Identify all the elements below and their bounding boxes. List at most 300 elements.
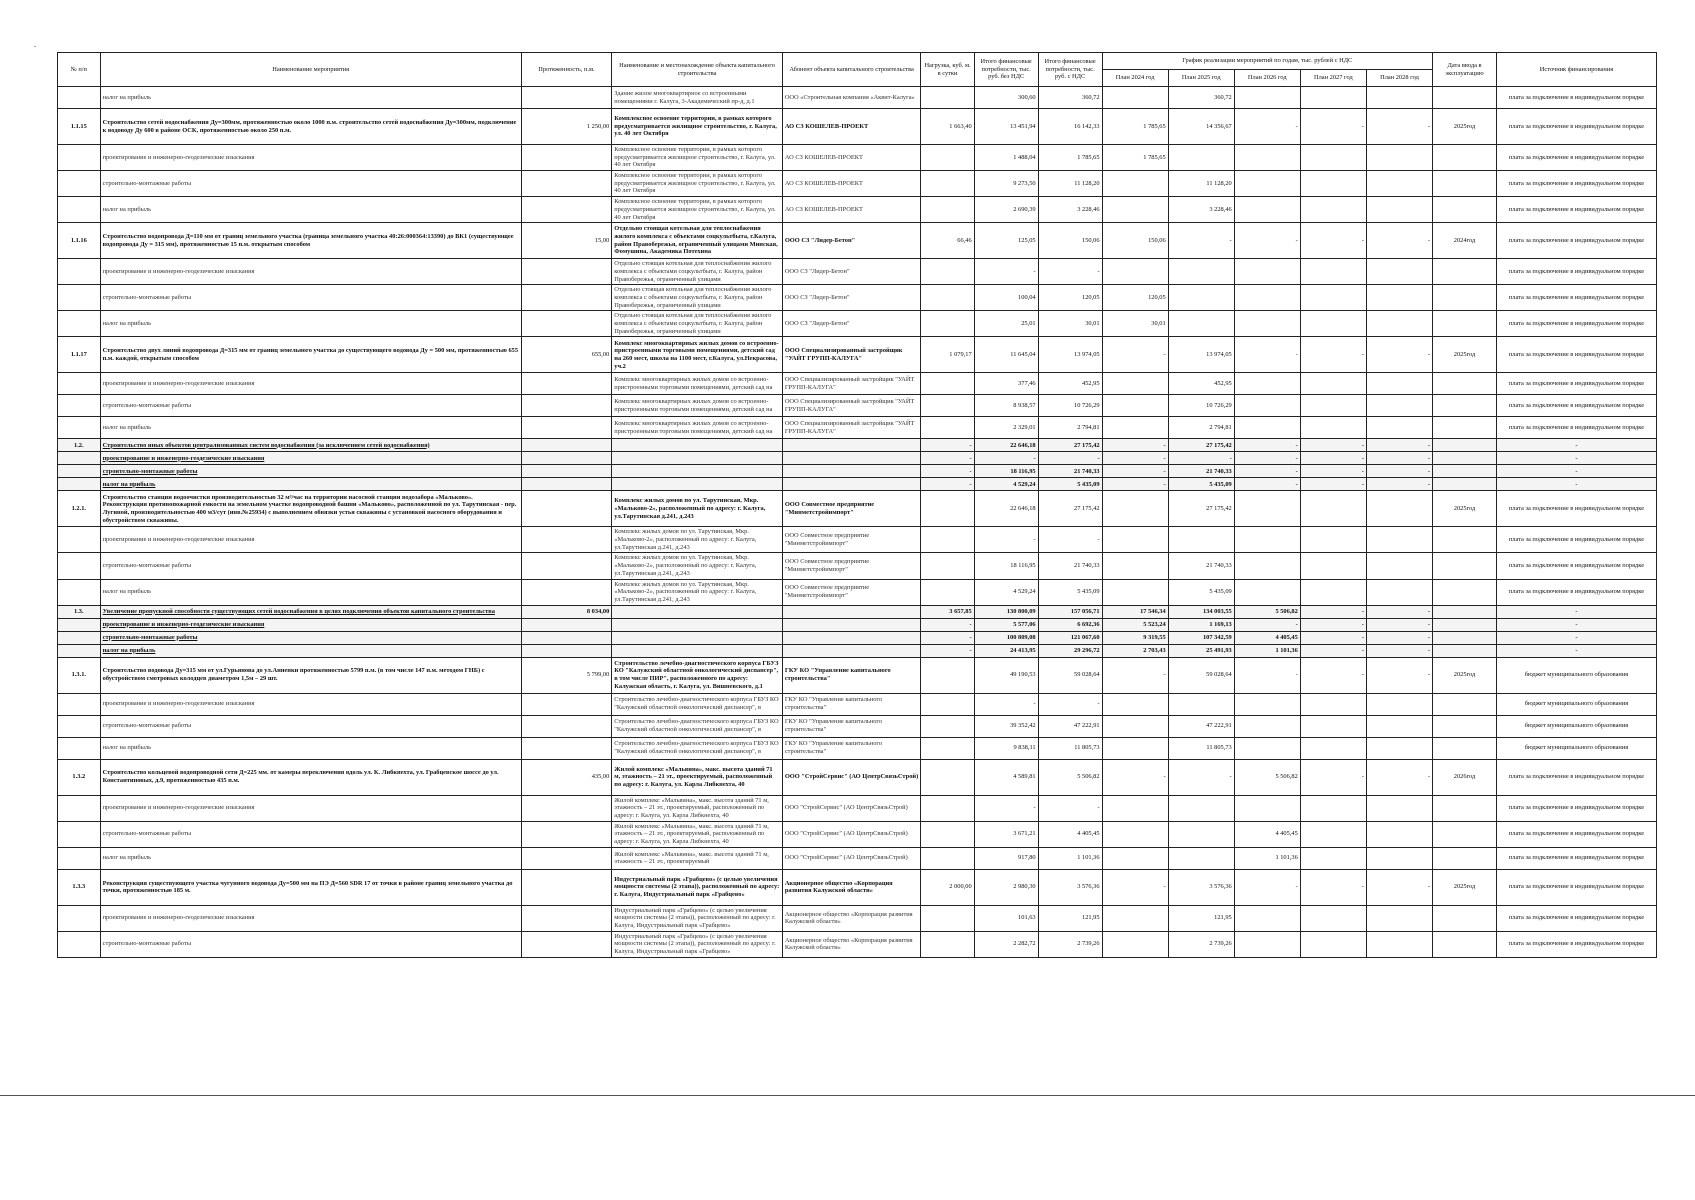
- measure-name: проектирование и инженерно-геодезические изыскания: [100, 795, 521, 821]
- measure-name: Строительство станции водоочистки производительностью 32 м³/час на территории насосной станции водозабора «Мальково». Реконструкция противопожарной емкости на земельном участке водопроводной башни «Мальково», расположенной по ул. Тарутинская - пер. Лугиной, производительностью 400 м3/сут (инв.№25934) с выполнением обвязки устья скважины с установкой насосного оборудования и обустройством скважины.: [100, 491, 521, 527]
- total-no-vat-cell: 18 116,95: [974, 553, 1038, 579]
- table-row: [58, 452, 1657, 465]
- row-number: [58, 395, 101, 417]
- plan-2025-cell: 360,72: [1168, 87, 1234, 109]
- plan-2024-cell: 1 785,65: [1102, 145, 1168, 171]
- plan-2025-cell: 3 576,36: [1168, 869, 1234, 905]
- total-no-vat-cell: 22 646,18: [974, 491, 1038, 527]
- total-no-vat-cell: 22 646,18: [974, 439, 1038, 452]
- total-no-vat-cell: 13 451,94: [974, 109, 1038, 145]
- row-number: 1.2.1.: [58, 491, 101, 527]
- object-cell: [612, 631, 783, 644]
- subscriber-cell: АО СЗ КОШЕЛЕВ-ПРОЕКТ: [782, 109, 921, 145]
- table-header: [58, 53, 1657, 87]
- table-row: [58, 847, 1657, 869]
- row-number: 1.1.16: [58, 223, 101, 259]
- measure-name: проектирование и инженерно-геодезические изыскания: [100, 259, 521, 285]
- object-cell: Индустриальный парк «Грабцево» (с целью увеличения мощности системы (2 этапа)), расположенный по адресу: г. Калуга, Индустриальный парк «Грабцево»: [612, 869, 783, 905]
- load-cell: [921, 821, 974, 847]
- total-no-vat-cell: 5 577,06: [974, 618, 1038, 631]
- plan-2028-cell: -: [1366, 631, 1432, 644]
- total-no-vat-cell: -: [974, 527, 1038, 553]
- plan-2024-cell: [1102, 821, 1168, 847]
- subscriber-cell: ООО "СтройСервис" (АО ЦентрСвязьСтрой): [782, 847, 921, 869]
- total-vat-cell: 121 067,60: [1038, 631, 1102, 644]
- object-cell: Комплексное освоение территории, в рамках которого предусматривается жилищное строительство, г. Калуга, ул. 40 лет Октября: [612, 145, 783, 171]
- load-cell: -: [921, 618, 974, 631]
- plan-2027-cell: [1300, 197, 1366, 223]
- plan-2026-cell: -: [1234, 618, 1300, 631]
- measure-name: налог на прибыль: [100, 737, 521, 759]
- object-cell: Индустриальный парк «Грабцево» (с целью увеличения мощности системы (2 этапа)), расположенный по адресу: г. Калуга, Индустриальный парк «Грабцево»: [612, 931, 783, 957]
- measure-name: проектирование и инженерно-геодезические изыскания: [100, 145, 521, 171]
- total-no-vat-cell: 1 488,04: [974, 145, 1038, 171]
- length-cell: [521, 171, 612, 197]
- plan-2026-cell: 1 101,36: [1234, 644, 1300, 657]
- plan-2024-cell: [1102, 905, 1168, 931]
- subscriber-cell: ООО Совместное предприятие "Минметстройимпорт": [782, 491, 921, 527]
- row-number: [58, 847, 101, 869]
- plan-2027-cell: -: [1300, 759, 1366, 795]
- length-cell: [521, 618, 612, 631]
- plan-2026-cell: [1234, 87, 1300, 109]
- object-cell: Жилой комплекс «Мальвина», макс. высота зданий 71 м, этажность – 21 эт., проектируемый, расположенный по адресу: г. Калуга, ул. Карла Либкнехта, 40: [612, 795, 783, 821]
- table-row: [58, 197, 1657, 223]
- plan-2027-cell: [1300, 553, 1366, 579]
- subscriber-cell: ГКУ КО "Управление капитального строительства": [782, 737, 921, 759]
- plan-2025-cell: 452,95: [1168, 373, 1234, 395]
- table-row: [58, 657, 1657, 693]
- row-number: [58, 87, 101, 109]
- funding-source-cell: плата за подключение в индивидуальном порядке: [1496, 553, 1656, 579]
- plan-2025-cell: 47 222,91: [1168, 715, 1234, 737]
- plan-2028-cell: [1366, 197, 1432, 223]
- funding-source-cell: плата за подключение в индивидуальном порядке: [1496, 259, 1656, 285]
- plan-2024-cell: -: [1102, 439, 1168, 452]
- plan-2025-cell: 59 028,64: [1168, 657, 1234, 693]
- object-cell: Комплекс многоквартирных жилых домов со встроенно-пристроенными торговыми помещениями, детский сад на: [612, 417, 783, 439]
- load-cell: 2 000,00: [921, 869, 974, 905]
- plan-2028-cell: [1366, 285, 1432, 311]
- plan-2026-cell: [1234, 579, 1300, 605]
- commission-date-cell: [1433, 478, 1497, 491]
- object-cell: [612, 465, 783, 478]
- plan-2024-cell: -: [1102, 657, 1168, 693]
- plan-2027-cell: [1300, 579, 1366, 605]
- plan-2028-cell: -: [1366, 465, 1432, 478]
- row-number: [58, 145, 101, 171]
- total-no-vat-cell: 2 282,72: [974, 931, 1038, 957]
- plan-2024-cell: -: [1102, 478, 1168, 491]
- length-cell: [521, 644, 612, 657]
- object-cell: [612, 605, 783, 618]
- plan-2027-cell: -: [1300, 337, 1366, 373]
- length-cell: [521, 869, 612, 905]
- plan-2027-cell: -: [1300, 618, 1366, 631]
- plan-2024-cell: 30,01: [1102, 311, 1168, 337]
- object-cell: Жилой комплекс «Мальвина», макс. высота зданий 71 м, этажность – 21 эт., проектируемый: [612, 847, 783, 869]
- subscriber-cell: Акционерное общество «Корпорация развития Калужской области»: [782, 931, 921, 957]
- plan-2025-cell: 11 805,73: [1168, 737, 1234, 759]
- length-cell: [521, 478, 612, 491]
- col-source: Источник финансирования: [1496, 53, 1656, 87]
- row-number: 1.3.1.: [58, 657, 101, 693]
- load-cell: [921, 417, 974, 439]
- total-vat-cell: 11 128,20: [1038, 171, 1102, 197]
- subscriber-cell: ООО "СтройСервис" (АО ЦентрСвязьСтрой): [782, 795, 921, 821]
- measure-name: строительно-монтажные работы: [100, 631, 521, 644]
- length-cell: 8 034,00: [521, 605, 612, 618]
- subscriber-cell: ООО "СтройСервис" (АО ЦентрСвязьСтрой): [782, 759, 921, 795]
- subscriber-cell: ООО Специализированный застройщик "УАЙТ ГРУПП-КАЛУГА": [782, 417, 921, 439]
- object-cell: Комплекс жилых домов по ул. Тарутинская, Мкр. «Мальково-2», расположенный по адресу: г. Калуга, ул.Тарутинская д.241, д.243: [612, 579, 783, 605]
- total-no-vat-cell: 2 980,30: [974, 869, 1038, 905]
- object-cell: [612, 478, 783, 491]
- total-no-vat-cell: 377,46: [974, 373, 1038, 395]
- plan-2027-cell: [1300, 311, 1366, 337]
- load-cell: [921, 759, 974, 795]
- length-cell: 1 250,00: [521, 109, 612, 145]
- commission-date-cell: 2025год: [1433, 337, 1497, 373]
- plan-2026-cell: -: [1234, 657, 1300, 693]
- funding-source-cell: бюджет муниципального образования: [1496, 737, 1656, 759]
- measure-name: налог на прибыль: [100, 197, 521, 223]
- plan-2026-cell: -: [1234, 439, 1300, 452]
- plan-2026-cell: [1234, 259, 1300, 285]
- object-cell: Комплекс многоквартирных жилых домов со встроенно-пристроенными торговыми помещениями, детский сад на 260 мест, школа на 1100 мест, г.Калуга, ул.Некрасова, уч.2: [612, 337, 783, 373]
- row-number: [58, 715, 101, 737]
- plan-2024-cell: [1102, 373, 1168, 395]
- commission-date-cell: 2025год: [1433, 869, 1497, 905]
- plan-2027-cell: [1300, 491, 1366, 527]
- table-row: [58, 931, 1657, 957]
- load-cell: [921, 171, 974, 197]
- commission-date-cell: [1433, 795, 1497, 821]
- commission-date-cell: 2024год: [1433, 223, 1497, 259]
- plan-2028-cell: [1366, 145, 1432, 171]
- plan-2025-cell: 21 740,33: [1168, 553, 1234, 579]
- measure-name: Строительство двух линий водопровода Д=315 мм от границ земельного участка до существующего водовода Ду = 500 мм, протяженностью 655 п.м. каждой, открытым способом: [100, 337, 521, 373]
- total-vat-cell: 4 405,45: [1038, 821, 1102, 847]
- measure-name: Увеличение пропускной способности существующих сетей водоснабжения в целях подключения объектов капитального строительства: [100, 605, 521, 618]
- object-cell: [612, 618, 783, 631]
- funding-source-cell: -: [1496, 618, 1656, 631]
- object-cell: Комплексное освоение территории, в рамках которого предусматривается жилищное строительство, г. Калуга, ул. 40 лет Октября: [612, 171, 783, 197]
- total-vat-cell: -: [1038, 452, 1102, 465]
- table-row: [58, 527, 1657, 553]
- subscriber-cell: ООО «Строительная компания «Аквит-Калуга»: [782, 87, 921, 109]
- measure-name: строительно-монтажные работы: [100, 285, 521, 311]
- plan-2024-cell: [1102, 715, 1168, 737]
- plan-2026-cell: [1234, 905, 1300, 931]
- total-vat-cell: 120,05: [1038, 285, 1102, 311]
- object-cell: Отдельно стоящая котельная для теплоснабжения жилого комплекса с объектами соцкультбыта, г. Калуга, район Правобережья, ограниченный улицами: [612, 285, 783, 311]
- plan-2025-cell: [1168, 527, 1234, 553]
- plan-2025-cell: 25 491,93: [1168, 644, 1234, 657]
- row-number: 1.3.2: [58, 759, 101, 795]
- subscriber-cell: ООО Специализированный застройщик "УАЙТ ГРУПП-КАЛУГА": [782, 373, 921, 395]
- funding-source-cell: плата за подключение в индивидуальном порядке: [1496, 171, 1656, 197]
- plan-2028-cell: -: [1366, 337, 1432, 373]
- load-cell: 1 079,17: [921, 337, 974, 373]
- plan-2024-cell: [1102, 737, 1168, 759]
- plan-2024-cell: [1102, 693, 1168, 715]
- commission-date-cell: [1433, 605, 1497, 618]
- plan-2026-cell: 5 506,82: [1234, 759, 1300, 795]
- total-vat-cell: 5 435,09: [1038, 478, 1102, 491]
- length-cell: [521, 259, 612, 285]
- plan-2026-cell: [1234, 715, 1300, 737]
- plan-2026-cell: [1234, 693, 1300, 715]
- table-row: [58, 337, 1657, 373]
- plan-2024-cell: [1102, 171, 1168, 197]
- plan-2027-cell: -: [1300, 605, 1366, 618]
- length-cell: 435,00: [521, 759, 612, 795]
- plan-2024-cell: [1102, 259, 1168, 285]
- funding-source-cell: -: [1496, 452, 1656, 465]
- total-no-vat-cell: 11 645,04: [974, 337, 1038, 373]
- commission-date-cell: [1433, 618, 1497, 631]
- row-number: 1.2.: [58, 439, 101, 452]
- plan-2027-cell: [1300, 285, 1366, 311]
- funding-source-cell: плата за подключение в индивидуальном порядке: [1496, 821, 1656, 847]
- total-vat-cell: 121,95: [1038, 905, 1102, 931]
- plan-2027-cell: [1300, 259, 1366, 285]
- measure-name: Реконструкция существующего участка чугунного водовода Ду=500 мм на ПЭ Д=560 SDR 17 от точки в районе границ земельного участка до точки, протяженностью 185 м.: [100, 869, 521, 905]
- row-number: [58, 905, 101, 931]
- load-cell: -: [921, 644, 974, 657]
- plan-2027-cell: [1300, 417, 1366, 439]
- plan-2026-cell: [1234, 311, 1300, 337]
- total-no-vat-cell: -: [974, 259, 1038, 285]
- plan-2028-cell: [1366, 395, 1432, 417]
- total-no-vat-cell: 100 809,08: [974, 631, 1038, 644]
- measure-name: Строительство водопровода Д=110 мм от границ земельного участка (граница земельного участка 40:26:000364:13390) до ВК1 (существующее водопровода Ду = 315 мм), протяженностью 15 п.м. открытым способом: [100, 223, 521, 259]
- length-cell: [521, 395, 612, 417]
- total-vat-cell: 5 435,09: [1038, 579, 1102, 605]
- commission-date-cell: [1433, 373, 1497, 395]
- plan-2026-cell: -: [1234, 109, 1300, 145]
- plan-2027-cell: [1300, 715, 1366, 737]
- object-cell: Комплексное освоение территории, в рамках которого предусматривается жилищное строительство, г. Калуга, ул. 40 лет Октября: [612, 109, 783, 145]
- load-cell: [921, 527, 974, 553]
- col-num: № п/п: [58, 53, 101, 87]
- plan-2027-cell: -: [1300, 644, 1366, 657]
- scan-dot: .: [34, 40, 36, 49]
- load-cell: [921, 737, 974, 759]
- plan-2026-cell: 5 506,82: [1234, 605, 1300, 618]
- load-cell: [921, 847, 974, 869]
- length-cell: [521, 145, 612, 171]
- plan-2026-cell: [1234, 931, 1300, 957]
- object-cell: Строительство лечебно-диагностического корпуса ГБУЗ КО "Калужский областной онкологический диспансер", в том числе ПИР", расположенного по адресу: Калужская область, г. Калуга, ул. Вишневского, д.1: [612, 657, 783, 693]
- measure-name: Строительство сетей водоснабжения Ду=300мм, протяженностью около 1000 п.м. строительство сетей водоснабжения Ду=300мм, подключение к водоводу Ду 600 в районе ОСК, протяженностью около 250 п.м.: [100, 109, 521, 145]
- row-number: 1.1.17: [58, 337, 101, 373]
- plan-2026-cell: [1234, 171, 1300, 197]
- measure-name: проектирование и инженерно-геодезические изыскания: [100, 452, 521, 465]
- total-vat-cell: 27 175,42: [1038, 491, 1102, 527]
- measure-name: Строительство водовода Ду=315 мм от ул.Гурьянова до ул.Анненки протяженностью 5799 п.м. (в том числе 147 п.м. методом ГНБ) с обустройством смотровых колодцев диаметром 1,5м – 29 шт.: [100, 657, 521, 693]
- plan-2024-cell: 1 785,65: [1102, 109, 1168, 145]
- plan-2024-cell: -: [1102, 465, 1168, 478]
- plan-2027-cell: [1300, 87, 1366, 109]
- commission-date-cell: [1433, 847, 1497, 869]
- table-row: [58, 373, 1657, 395]
- subscriber-cell: ООО Специализированный застройщик "УАЙТ ГРУПП-КАЛУГА": [782, 337, 921, 373]
- measure-name: строительно-монтажные работы: [100, 821, 521, 847]
- commission-date-cell: [1433, 715, 1497, 737]
- plan-2025-cell: 27 175,42: [1168, 439, 1234, 452]
- funding-source-cell: -: [1496, 478, 1656, 491]
- measure-name: проектирование и инженерно-геодезические изыскания: [100, 618, 521, 631]
- plan-2024-cell: 17 546,34: [1102, 605, 1168, 618]
- commission-date-cell: [1433, 465, 1497, 478]
- funding-source-cell: плата за подключение в индивидуальном порядке: [1496, 197, 1656, 223]
- plan-2027-cell: -: [1300, 631, 1366, 644]
- plan-2025-cell: [1168, 847, 1234, 869]
- subscriber-cell: ООО "СтройСервис" (АО ЦентрСвязьСтрой): [782, 821, 921, 847]
- plan-2028-cell: [1366, 579, 1432, 605]
- measure-name: строительно-монтажные работы: [100, 553, 521, 579]
- plan-2026-cell: [1234, 737, 1300, 759]
- plan-2025-cell: 121,95: [1168, 905, 1234, 931]
- plan-2024-cell: [1102, 553, 1168, 579]
- object-cell: Строительство лечебно-диагностического корпуса ГБУЗ КО "Калужский областной онкологический диспансер", в: [612, 737, 783, 759]
- load-cell: [921, 657, 974, 693]
- plan-2027-cell: [1300, 171, 1366, 197]
- plan-2026-cell: [1234, 527, 1300, 553]
- subscriber-cell: Акционерное общество «Корпорация развития Калужской области»: [782, 905, 921, 931]
- total-no-vat-cell: 24 413,95: [974, 644, 1038, 657]
- plan-2026-cell: [1234, 373, 1300, 395]
- plan-2028-cell: [1366, 715, 1432, 737]
- table-row: [58, 869, 1657, 905]
- funding-source-cell: плата за подключение в индивидуальном порядке: [1496, 109, 1656, 145]
- plan-2024-cell: 2 703,43: [1102, 644, 1168, 657]
- plan-2028-cell: [1366, 737, 1432, 759]
- funding-source-cell: плата за подключение в индивидуальном порядке: [1496, 337, 1656, 373]
- row-number: 1.3.: [58, 605, 101, 618]
- total-no-vat-cell: 4 529,24: [974, 478, 1038, 491]
- plan-2024-cell: [1102, 847, 1168, 869]
- funding-source-cell: плата за подключение в индивидуальном порядке: [1496, 223, 1656, 259]
- plan-2025-cell: -: [1168, 223, 1234, 259]
- subscriber-cell: АО СЗ КОШЕЛЕВ-ПРОЕКТ: [782, 197, 921, 223]
- funding-source-cell: плата за подключение в индивидуальном порядке: [1496, 491, 1656, 527]
- total-vat-cell: 10 726,29: [1038, 395, 1102, 417]
- object-cell: Комплекс многоквартирных жилых домов со встроенно-пристроенными торговыми помещениями, детский сад на: [612, 395, 783, 417]
- plan-2027-cell: -: [1300, 223, 1366, 259]
- plan-2028-cell: [1366, 87, 1432, 109]
- plan-2025-cell: 10 726,29: [1168, 395, 1234, 417]
- measure-name: строительно-монтажные работы: [100, 395, 521, 417]
- length-cell: 655,00: [521, 337, 612, 373]
- plan-2027-cell: [1300, 905, 1366, 931]
- plan-2028-cell: -: [1366, 605, 1432, 618]
- plan-2028-cell: [1366, 259, 1432, 285]
- plan-2025-cell: 134 003,55: [1168, 605, 1234, 618]
- plan-2028-cell: [1366, 417, 1432, 439]
- plan-2026-cell: [1234, 197, 1300, 223]
- plan-2025-cell: [1168, 311, 1234, 337]
- table-row: [58, 478, 1657, 491]
- total-vat-cell: 59 028,64: [1038, 657, 1102, 693]
- plan-2026-cell: -: [1234, 337, 1300, 373]
- plan-2024-cell: -: [1102, 759, 1168, 795]
- object-cell: Жилой комплекс «Мальвина», макс. высота зданий 71 м, этажность – 21 эт., проектируемый, расположенный по адресу: г. Калуга, ул. Карла Либкнехта, 40: [612, 759, 783, 795]
- plan-2025-cell: -: [1168, 452, 1234, 465]
- table-row: [58, 491, 1657, 527]
- col-schedule: График реализации мероприятий по годам, тыс. рублей с НДС: [1102, 53, 1432, 70]
- subscriber-cell: [782, 465, 921, 478]
- plan-2024-cell: -: [1102, 452, 1168, 465]
- total-no-vat-cell: -: [974, 795, 1038, 821]
- total-vat-cell: 11 805,73: [1038, 737, 1102, 759]
- plan-2028-cell: [1366, 693, 1432, 715]
- object-cell: [612, 644, 783, 657]
- plan-2025-cell: 5 435,09: [1168, 579, 1234, 605]
- plan-2028-cell: -: [1366, 618, 1432, 631]
- total-vat-cell: 13 974,05: [1038, 337, 1102, 373]
- plan-2026-cell: [1234, 145, 1300, 171]
- plan-2028-cell: [1366, 931, 1432, 957]
- plan-2025-cell: [1168, 145, 1234, 171]
- measure-name: проектирование и инженерно-геодезические изыскания: [100, 693, 521, 715]
- table-row: [58, 905, 1657, 931]
- plan-2028-cell: [1366, 311, 1432, 337]
- plan-2026-cell: -: [1234, 452, 1300, 465]
- commission-date-cell: [1433, 693, 1497, 715]
- measure-name: налог на прибыль: [100, 417, 521, 439]
- commission-date-cell: 2025год: [1433, 109, 1497, 145]
- row-number: [58, 821, 101, 847]
- length-cell: [521, 795, 612, 821]
- row-number: [58, 171, 101, 197]
- commission-date-cell: [1433, 579, 1497, 605]
- plan-2027-cell: -: [1300, 657, 1366, 693]
- plan-2027-cell: [1300, 931, 1366, 957]
- plan-2026-cell: [1234, 417, 1300, 439]
- total-no-vat-cell: 100,04: [974, 285, 1038, 311]
- plan-2028-cell: [1366, 527, 1432, 553]
- row-number: [58, 478, 101, 491]
- row-number: [58, 452, 101, 465]
- plan-2028-cell: [1366, 373, 1432, 395]
- plan-2026-cell: [1234, 395, 1300, 417]
- load-cell: [921, 693, 974, 715]
- plan-2028-cell: -: [1366, 439, 1432, 452]
- object-cell: Отдельно стоящая котельная для теплоснабжения жилого комплекса с объектами соцкультбыта, г.Калуга, район Правобережья, ограниченный улицами Минская, Фомушина, Академика Потехина: [612, 223, 783, 259]
- plan-2027-cell: [1300, 821, 1366, 847]
- load-cell: [921, 285, 974, 311]
- measure-name: Строительство иных объектов централизованных систем водоснабжения (за исключением сетей водоснабжения): [100, 439, 521, 452]
- length-cell: [521, 465, 612, 478]
- table-row: [58, 285, 1657, 311]
- plan-2027-cell: -: [1300, 452, 1366, 465]
- subscriber-cell: ООО Совместное предприятие "Минметстройимпорт": [782, 579, 921, 605]
- table-row: [58, 693, 1657, 715]
- commission-date-cell: [1433, 931, 1497, 957]
- subscriber-cell: ГКУ КО "Управление капитального строительства": [782, 693, 921, 715]
- plan-2027-cell: [1300, 795, 1366, 821]
- plan-2024-cell: -: [1102, 337, 1168, 373]
- subscriber-cell: [782, 452, 921, 465]
- total-vat-cell: 47 222,91: [1038, 715, 1102, 737]
- plan-2027-cell: [1300, 737, 1366, 759]
- subscriber-cell: ООО СЗ "Лидер-Бетон": [782, 259, 921, 285]
- subscriber-cell: [782, 478, 921, 491]
- plan-2024-cell: [1102, 87, 1168, 109]
